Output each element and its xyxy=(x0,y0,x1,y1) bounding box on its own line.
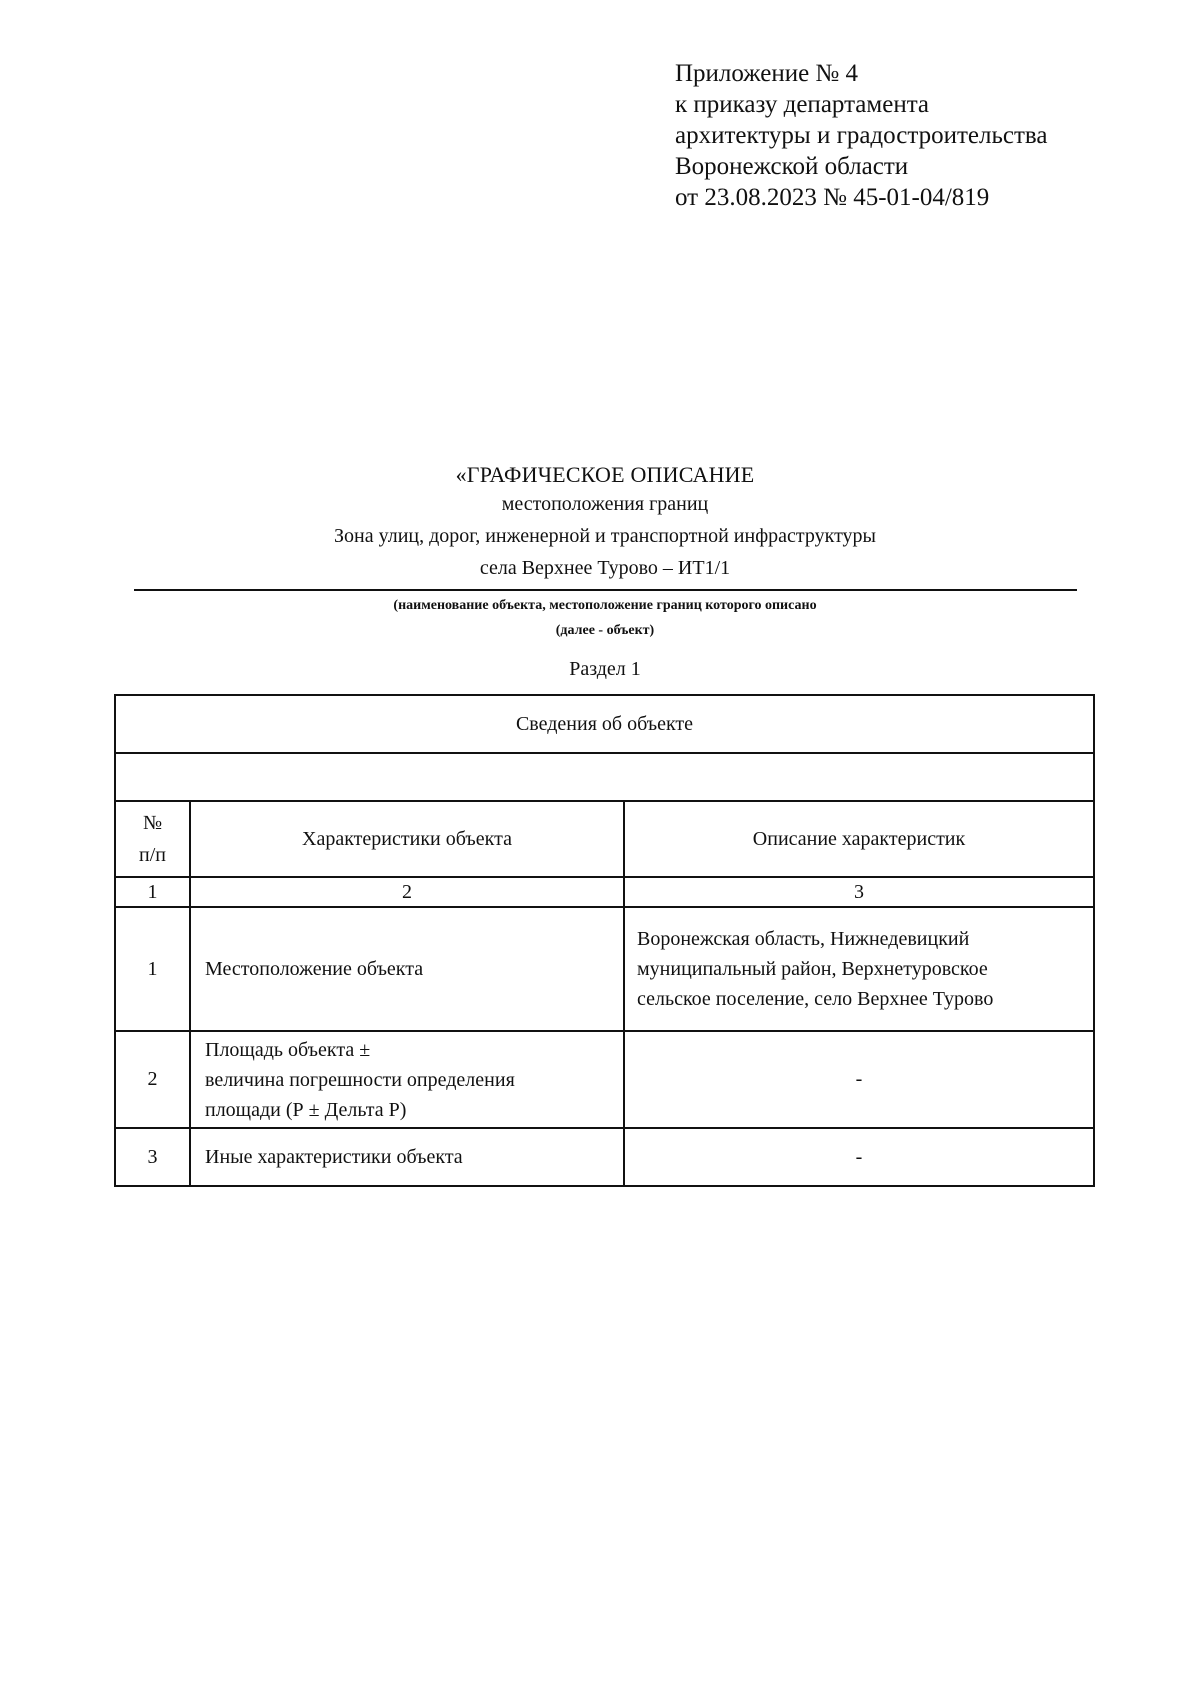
object-caption-line-1: (наименование объекта, местоположение границ которого описано xyxy=(393,598,817,613)
row-num: 3 xyxy=(115,1128,190,1186)
table-caption-row xyxy=(115,695,1094,753)
table-row xyxy=(115,1031,1094,1128)
appendix-line-4: Воронежской области xyxy=(675,153,909,180)
row-num: 1 xyxy=(115,907,190,1031)
appendix-line-5: от 23.08.2023 № 45-01-04/819 xyxy=(675,184,990,211)
header-num xyxy=(115,801,190,877)
row-characteristic-line: Площадь объекта ± xyxy=(205,1038,371,1061)
header-num-line-2: п/п xyxy=(139,844,166,866)
column-number-3: 3 xyxy=(624,877,1094,907)
appendix-line-1: Приложение № 4 xyxy=(675,60,859,87)
section-label: Раздел 1 xyxy=(569,658,641,680)
row-description xyxy=(624,907,1094,1031)
header-description: Описание характеристик xyxy=(624,801,1094,877)
row-description-line: муниципальный район, Верхнетуровское xyxy=(637,958,988,980)
table-empty-row xyxy=(115,753,1094,801)
table-row xyxy=(115,907,1094,1031)
row-description-line: сельское поселение, село Верхнее Турово xyxy=(637,988,994,1010)
appendix-line-2: к приказу департамента xyxy=(675,91,930,118)
header-num-line-1: № xyxy=(142,812,163,834)
table-empty-cell xyxy=(115,753,1094,801)
row-description: - xyxy=(624,1128,1094,1186)
title-subline-2: Зона улиц, дорог, инженерной и транспортной инфраструктуры xyxy=(334,525,876,547)
document-title: «ГРАФИЧЕСКОЕ ОПИСАНИЕ xyxy=(455,462,755,487)
column-number-1: 1 xyxy=(115,877,190,907)
object-info-table xyxy=(114,694,1095,1187)
row-description-line: Воронежская область, Нижнедевицкий xyxy=(637,928,970,950)
title-underline xyxy=(134,589,1077,591)
object-caption-line-2: (далее - объект) xyxy=(555,623,655,638)
column-number-2: 2 xyxy=(190,877,624,907)
title-subline-3: села Верхнее Турово – ИТ1/1 xyxy=(479,557,731,579)
appendix-line-3: архитектуры и градостроительства xyxy=(675,122,1048,149)
row-num: 2 xyxy=(115,1031,190,1128)
table-caption: Сведения об объекте xyxy=(115,695,1094,753)
object-caption xyxy=(130,593,1080,643)
header-characteristics: Характеристики объекта xyxy=(190,801,624,877)
table-header-row xyxy=(115,801,1094,877)
row-characteristic: Местоположение объекта xyxy=(190,907,624,1031)
row-characteristic-line: площади (Р ± Дельта Р) xyxy=(205,1098,407,1121)
row-characteristic: Иные характеристики объекта xyxy=(190,1128,624,1186)
table-row xyxy=(115,1128,1094,1186)
row-characteristic-line: величина погрешности определения xyxy=(205,1068,515,1091)
row-description: - xyxy=(624,1031,1094,1128)
appendix-block xyxy=(675,58,1047,213)
row-characteristic xyxy=(190,1031,624,1128)
document-title-block xyxy=(130,462,1080,584)
title-subline-1: местоположения границ xyxy=(501,493,709,515)
column-number-row xyxy=(115,877,1094,907)
